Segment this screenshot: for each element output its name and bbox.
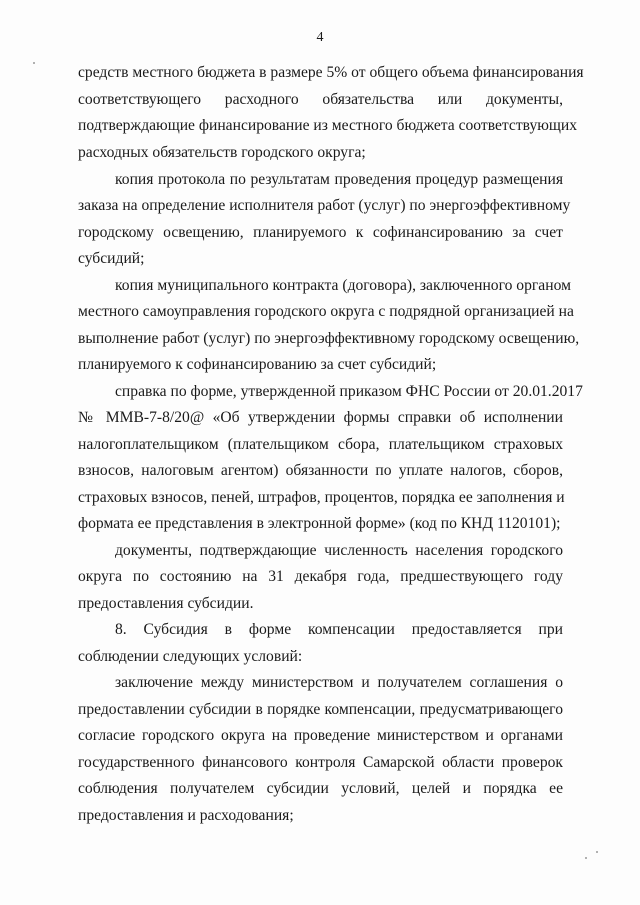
text-line: предоставлении субсидии в порядке компенсации, предусматривающего (78, 701, 563, 718)
text-line: подтверждающие финансирование из местного бюджета соответствующих (78, 117, 578, 134)
text-line: налогоплательщиком (плательщиком сбора, плательщиком страховых (78, 436, 563, 453)
text-line: № ММВ-7-8/20@ «Об утверждении формы справки об исполнении (78, 409, 563, 426)
text-line: 8. Субсидия в форме компенсации предоставляется при (115, 621, 563, 638)
text-line: соблюдении следующих условий: (78, 648, 303, 665)
text-line: документы, подтверждающие численность населения городского (115, 542, 563, 559)
scan-speck (596, 851, 598, 853)
text-line: копия протокола по результатам проведения процедур размещения (115, 171, 563, 188)
text-line: формата ее представления в электронной форме» (код по КНД 1120101); (78, 515, 561, 532)
page-number: 4 (316, 30, 324, 45)
text-line: копия муниципального контракта (договора), заключенного органом (115, 277, 571, 294)
scan-speck (33, 62, 35, 64)
text-line: местного самоуправления городского округа с подрядной организацией на (78, 303, 574, 320)
text-line: планируемого к софинансированию за счет субсидий; (78, 356, 437, 373)
text-line: выполнение работ (услуг) по энергоэффективному городскому освещению, (78, 330, 580, 347)
text-line: округа по состоянию на 31 декабря года, предшествующего году (78, 568, 563, 585)
text-line: страховых взносов, пеней, штрафов, процентов, порядка ее заполнения и (78, 489, 565, 506)
text-line: субсидий; (78, 250, 145, 267)
text-line: взносов, налоговым агентом) обязанности по уплате налогов, сборов, (78, 462, 563, 479)
text-line: согласие городского округа на проведение министерством и органами (78, 727, 563, 744)
text-line: предоставления субсидии. (78, 595, 254, 612)
text-line: расходных обязательств городского округа; (78, 144, 366, 161)
text-line: заказа на определение исполнителя работ (услуг) по энергоэффективному (78, 197, 571, 214)
text-line: государственного финансового контроля Самарской области проверок (78, 754, 563, 771)
text-line: предоставления и расходования; (78, 807, 294, 824)
text-line: средств местного бюджета в размере 5% от общего объема финансирования (78, 64, 584, 81)
text-line: соблюдения получателем субсидии условий, целей и порядка ее (78, 780, 563, 797)
text-line: заключение между министерством и получателем соглашения о (115, 674, 563, 691)
text-line: справка по форме, утвержденной приказом ФНС России от 20.01.2017 (115, 383, 583, 400)
text-line: соответствующего расходного обязательства или документы, (78, 91, 563, 108)
text-line: городскому освещению, планируемого к софинансированию за счет (78, 224, 563, 241)
scan-speck (585, 857, 587, 859)
